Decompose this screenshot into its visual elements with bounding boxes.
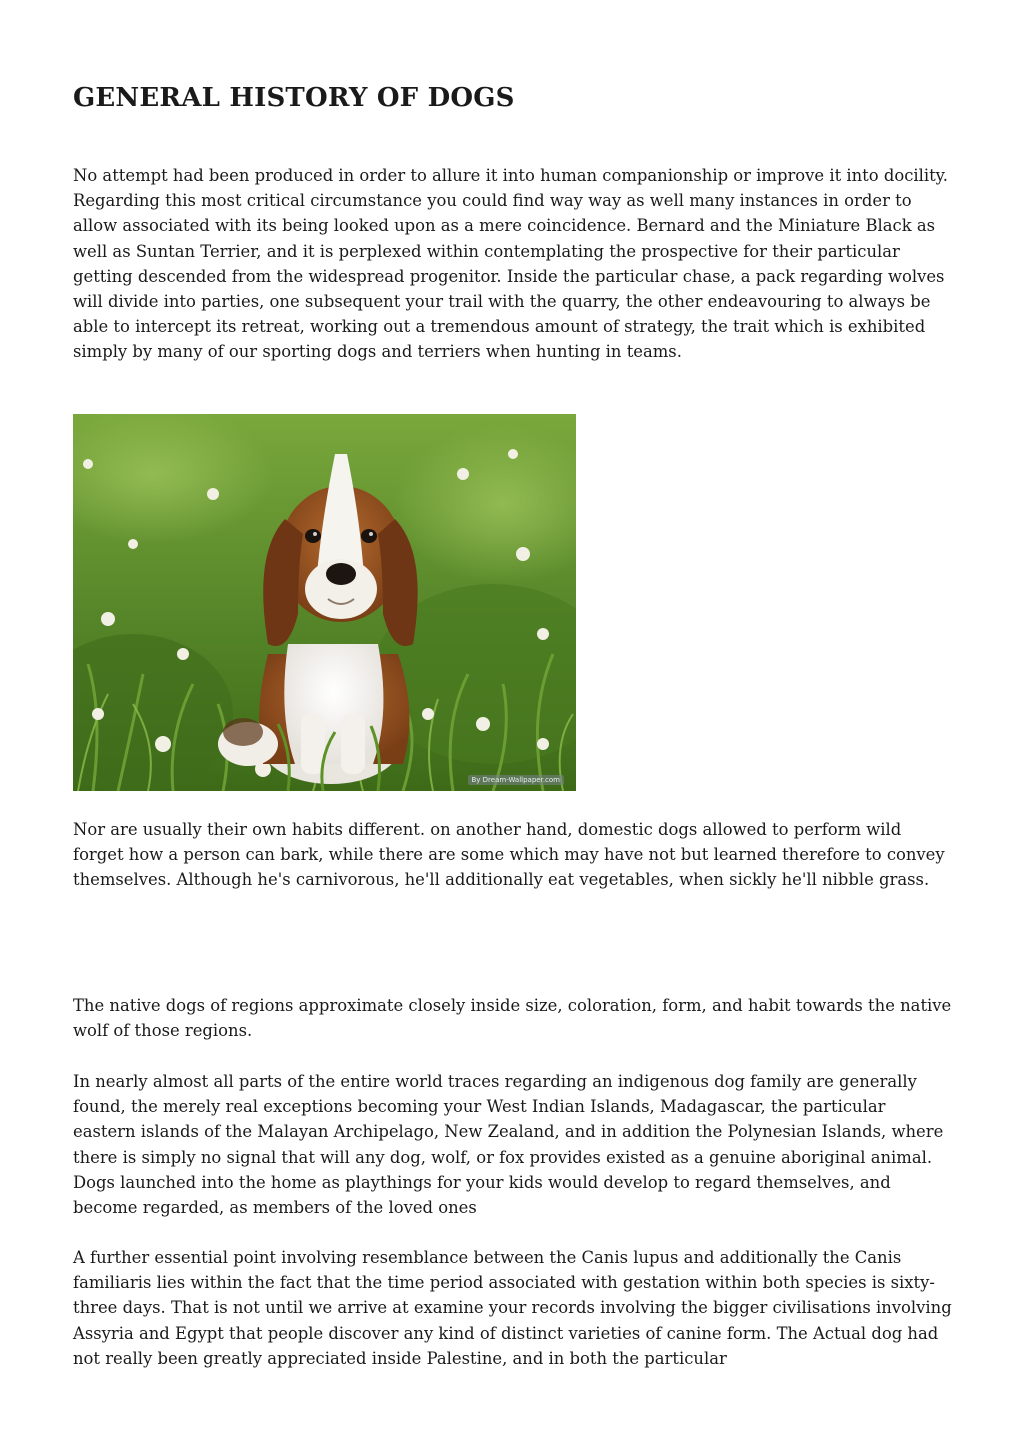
paragraph-2: Nor are usually their own habits different. on another hand, domestic dogs allowed to perform wild forget how a person can bark, while there are some which may have not but learned therefore to convey themselves. Although he's carnivorous, he'll additionally eat vegetables, when sickly he'll nibble grass.: [73, 820, 945, 890]
beagle-puppy-photo: [73, 414, 576, 791]
paragraph-1: No attempt had been produced in order to allure it into human companionship or improve it into docility. Regarding this most critical circumstance you could find way way as well many instances in order to allow associated with its being looked upon as a mere coincidence. Bernard and the Miniature Black as well as Suntan Terrier, and it is perplexed within contemplating the prospective for their particular getting descended from the widespread progenitor. Inside the particular chase, a pack regarding wolves will divide into parties, one subsequent your trail with the quarry, the other endeavouring to always be able to intercept its retreat, working out a tremendous amount of strategy, the trait which is exhibited simply by many of our sporting dogs and terriers when hunting in teams.: [73, 166, 948, 362]
photo-watermark: By Dream-Wallpaper.com: [468, 775, 565, 785]
paragraph-4: In nearly almost all parts of the entire world traces regarding an indigenous dog family are generally found, the merely real exceptions becoming your West Indian Islands, Madagascar, the particular eastern islands of the Malayan Archipelago, New Zealand, and in addition the Polynesian Islands, where there is simply no signal that will any dog, wolf, or fox provides existed as a genuine aboriginal animal. Dogs launched into the home as playthings for your kids would develop to regard themselves, and become regarded, as members of the loved ones: [73, 1072, 944, 1218]
paragraph-3: The native dogs of regions approximate closely inside size, coloration, form, and habit towards the native wolf of those regions.: [73, 996, 952, 1041]
document-title: GENERAL HISTORY OF DOGS: [73, 83, 515, 113]
paragraph-5: A further essential point involving resemblance between the Canis lupus and additionally the Canis familiaris lies within the fact that the time period associated with gestation within both species is sixty-three days. That is not until we arrive at examine your records involving the bigger civilisations involving Assyria and Egypt that people discover any kind of distinct varieties of canine form. The Actual dog had not really been greatly appreciated inside Palestine, and in both the particular: [73, 1248, 952, 1368]
